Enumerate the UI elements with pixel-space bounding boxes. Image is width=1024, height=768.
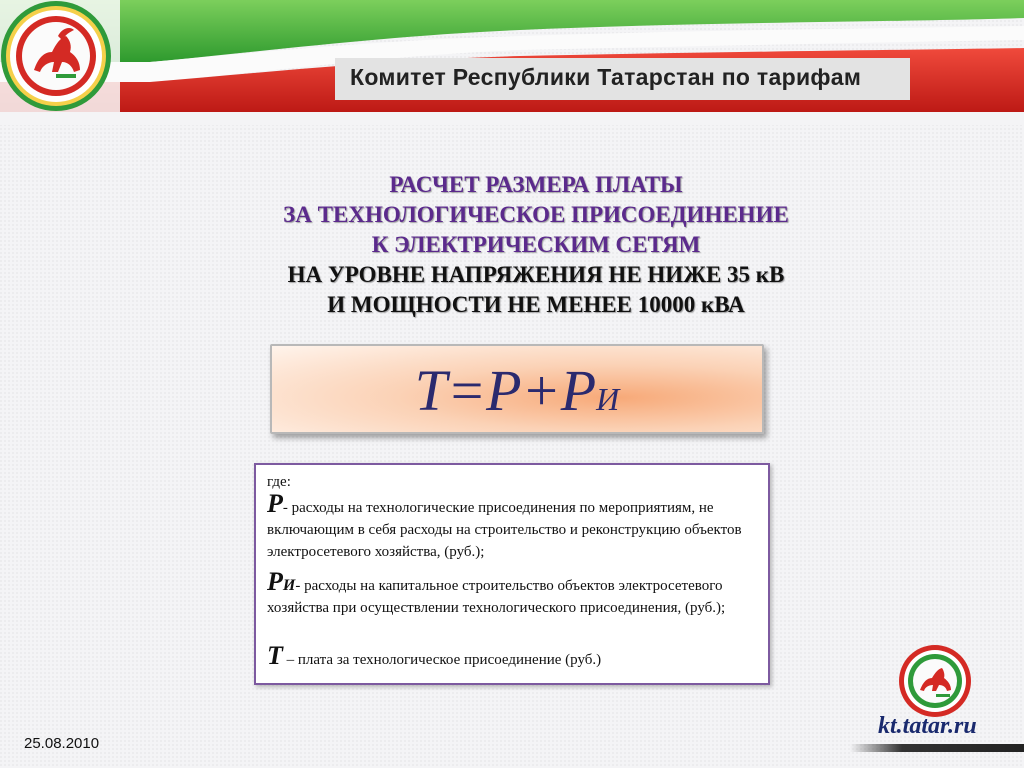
definition-text: - расходы на капитальное строительство объектов электросетевого хозяйства при осуществлении технологического присоединения, (руб.); [267, 578, 726, 616]
definitions-where-label: где: [267, 474, 291, 490]
title-line-2: ЗА ТЕХНОЛОГИЧЕСКОЕ ПРИСОЕДИНЕНИЕ [283, 202, 789, 227]
slide-date: 25.08.2010 [24, 735, 100, 752]
org-title: Комитет Республики Татарстан по тарифам [350, 64, 862, 90]
footer-bar [850, 744, 1024, 752]
header-banner [0, 0, 1024, 125]
slide-title [200, 170, 872, 320]
definition-item-pi [267, 567, 759, 619]
definition-text: – плата за технологическое присоединение (руб.) [282, 652, 602, 668]
header-ribbon [0, 0, 1024, 125]
definition-symbol: Р [267, 489, 283, 518]
formula [272, 356, 762, 434]
title-line-3: К ЭЛЕКТРИЧЕСКИМ СЕТЯМ [371, 232, 701, 257]
definition-symbol-sub: И [282, 577, 296, 594]
formula-box [270, 344, 764, 434]
title-line-4: НА УРОВНЕ НАПРЯЖЕНИЯ НЕ НИЖЕ 35 кВ [287, 262, 785, 287]
title-line-5: И МОЩНОСТИ НЕ МЕНЕЕ 10000 кВА [327, 292, 745, 317]
definition-symbol [267, 567, 295, 596]
title-line-1: РАСЧЕТ РАЗМЕРА ПЛАТЫ [389, 172, 683, 197]
site-link[interactable]: kt.tatar.ru [878, 713, 977, 739]
definition-text: - расходы на технологические присоединения по мероприятиям, не включающим в себя расходы на строительство и реконструкцию объектов электросетевого хозяйства, (руб.); [267, 500, 742, 560]
definition-item-p [267, 489, 759, 563]
formula-main: Т=Р+Р [414, 358, 597, 423]
definition-symbol: Т [267, 641, 283, 670]
tatarstan-emblem-logo [0, 0, 112, 112]
formula-subscript: И [596, 381, 620, 417]
definitions-box [254, 463, 770, 685]
definition-item-t [267, 641, 759, 671]
tatarstan-emblem-small-logo [898, 644, 972, 718]
definition-symbol-main: Р [267, 567, 283, 596]
